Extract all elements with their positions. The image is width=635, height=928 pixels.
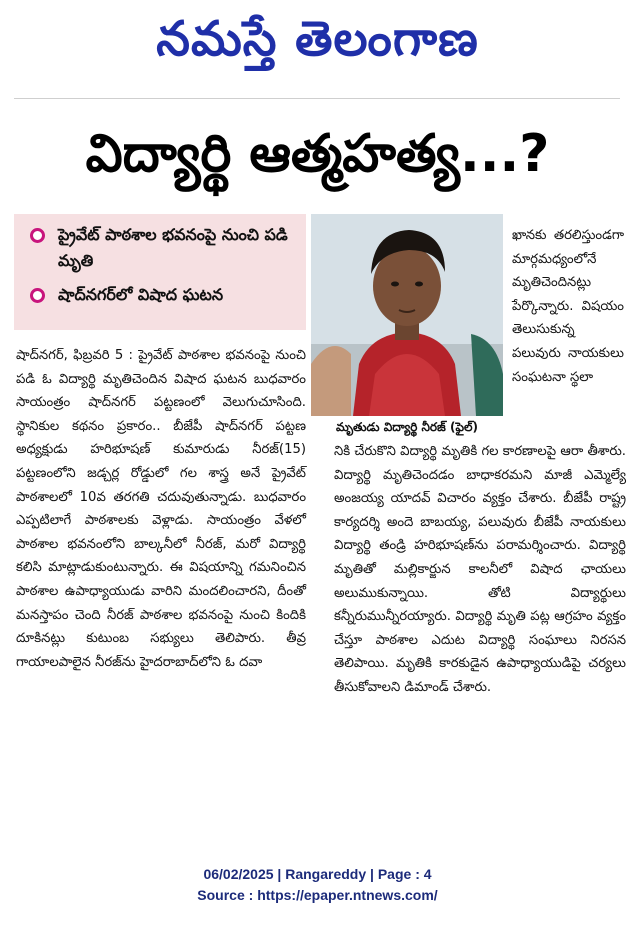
masthead-divider	[14, 98, 620, 99]
photo-caption: మృతుడు విద్యార్థి నీరజ్ (ఫైల్)	[335, 420, 479, 434]
article-column-1: షాద్‌నగర్, ఫిబ్రవరి 5 : ప్రైవేట్ పాఠశాల భవనంపై నుంచి పడి ఓ విద్యార్థి మృతిచెందిన విషాద ఘటన బుధవారం సాయంత్రం షాద్‌నగర్ పట్టణంలో వెలుగుచూసింది. స్థానికుల కథనం ప్రకారం.. బీజేపీ షాద్‌నగర్ పట్టణ అధ్యక్షుడు హరిభూషణ్ కుమారుడు నీరజ్(15) పట్టణంలోని జడ్చర్ల రోడ్డులో గల శాస్త్ర అనే ప్రైవేట్ పాఠశాలలో 10వ తరగతి చదువుతున్నాడు. బుధవారం ఎప్పటిలాగే పాఠశాలకు వెళ్లాడు. సాయంత్రం వేళలో పాఠశాల భవనంలోని బాల్కనీలో నీరజ్, మరో విద్యార్థి కలిసి మాట్లాడుకుంటున్నారు. ఈ విషయాన్ని గమనించిన పాఠశాల ఉపాధ్యాయుడు వారిని మందలించారని, దీంతో మనస్తాపం చెంది నీరజ్ పాఠశాల భవనంపై నుంచి కిందికి దూకినట్లు కుటుంబ సభ్యులు తెలిపారు. తీవ్ర గాయాలపాలైన నీరజ్‌ను హైదరాబాద్‌లోని ఓ దవా	[16, 348, 306, 670]
bullet-ring-icon	[30, 228, 45, 243]
article-column-3: నికి చేరుకొని విద్యార్థి మృతికి గల కారణాలపై ఆరా తీశారు. విద్యార్థి మృతిచెందడం బాధాకరమని మాజీ ఎమ్మెల్యే అంజయ్య యాదవ్ విచారం వ్యక్తం చేశారు. బీజేపీ రాష్ట్ర కార్యదర్శి అందె బాబయ్య, పలువురు బీజేపీ నాయకులు విద్యార్థి తండ్రి హరిభూషణ్‌ను పరామర్శించారు. విద్యార్థి మృతితో మల్లికార్జున కాలనీలో విషాద ఛాయలు అలుముకున్నాయి. తోటి విద్యార్థులు కన్నీరుమున్నీరయ్యారు. విద్యార్థి మృతి పట్ల ఆగ్రహం వ్యక్తం చేస్తూ పాఠశాల ఎదుట విద్యార్థి సంఘాలు నిరసన తెలిపాయి. మృతికి కారకుడైన ఉపాధ్యాయుడిపై చర్యలు తీసుకోవాలని డిమాండ్ చేశారు.	[334, 444, 626, 695]
highlight-text: ప్రైవేట్ పాఠశాల భవనంపై నుంచి పడి మృతి	[58, 225, 288, 270]
student-photo	[311, 214, 503, 416]
highlights-box	[14, 214, 306, 330]
article-column-2: ఖానకు తరలిస్తుండగా మార్గమధ్యంలోనే మృతిచెందినట్లు పేర్కొన్నారు. విషయం తెలుసుకున్న పలువురు నాయకులు సంఘటనా స్థలా	[512, 228, 624, 385]
highlight-item	[30, 222, 306, 274]
bullet-ring-icon	[30, 288, 45, 303]
footer-source-link[interactable]: Source : https://epaper.ntnews.com/	[197, 887, 438, 903]
highlight-item	[30, 282, 306, 308]
highlight-text: షాద్‌నగర్‌లో విషాద ఘటన	[58, 285, 224, 304]
masthead-title: నమస్తే తెలంగాణ	[156, 11, 479, 67]
headline: విద్యార్థి ఆత్మహత్య...?	[85, 124, 550, 184]
footer-edition-info: 06/02/2025 | Rangareddy | Page : 4	[203, 866, 432, 882]
